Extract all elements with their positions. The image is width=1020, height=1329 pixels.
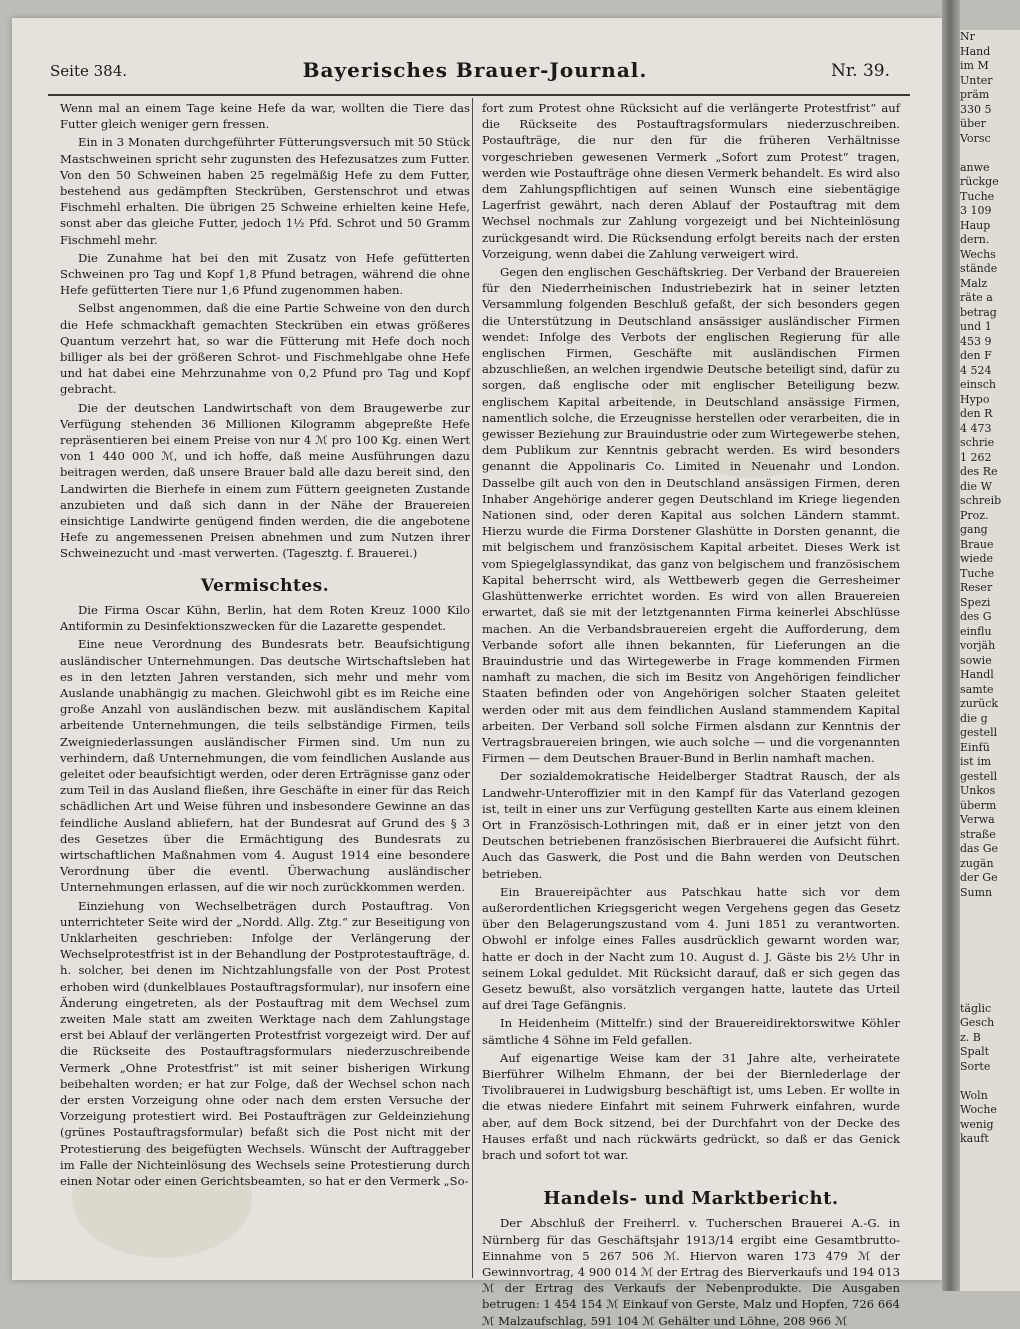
adjacent-page-text-fragment: täglic bbox=[960, 1001, 992, 1015]
adjacent-page-text-fragment bbox=[960, 929, 1020, 944]
article-paragraph: Die Zunahme hat bei den mit Zusatz von Hefe gefütterten Schweinen pro Tag und Kopf 1,8 Pfund betragen, während die ohne Hefe gefütterten Tiere nur 1,6 Pfund zugenommen haben. bbox=[60, 250, 470, 298]
market-report-paragraph: Der Abschluß der Freiherrl. v. Tucherschen Brauerei A.-G. in Nürnberg für das Geschäftsjahr 1913/14 ergibt eine Gesamtbrutto-Einnahme von 5 267 506 ℳ. Hiervon waren 173 479 ℳ der Gewinnvortrag, 4 900 014 ℳ der Ertrag des Bierverkaufs und 194 013 ℳ der Ertrag des Verkaufs der Nebenprodukte. Die Ausgaben betrugen: 1 454 154 ℳ Einkauf von Gerste, Malz und Hopfen, 726 664 ℳ Malzaufschlag, 591 104 ℳ Gehälter und Löhne, 208 966 ℳ bbox=[482, 1216, 900, 1328]
page-number: Seite 384. bbox=[50, 62, 128, 80]
adjacent-page-text-fragment: Malz bbox=[960, 276, 988, 290]
adjacent-page-text-fragment: 1 262 bbox=[960, 450, 992, 464]
adjacent-page-text-fragment: Spezi bbox=[960, 595, 991, 609]
journal-title: Bayerisches Brauer-Journal. bbox=[302, 58, 648, 82]
adjacent-page-text-fragment: 4 524 bbox=[960, 363, 992, 377]
adjacent-page-text-fragment: einflu bbox=[960, 624, 992, 638]
adjacent-page-text-fragment: die W bbox=[960, 479, 992, 493]
adjacent-page-text-fragment: Haup bbox=[960, 218, 991, 232]
adjacent-page-text-fragment: Sorte bbox=[960, 1059, 991, 1073]
adjacent-page-text-fragment: der Ge bbox=[960, 871, 998, 884]
adjacent-page-text-fragment: Unkos bbox=[960, 784, 996, 797]
adjacent-page-text-fragment bbox=[960, 900, 1020, 915]
adjacent-page-text-fragment: sowie bbox=[960, 653, 992, 667]
news-item: In Heidenheim (Mittelfr.) sind der Brauereidirektorswitwe Köhler sämtliche 4 Söhne im Feld gefallen. bbox=[482, 1016, 900, 1047]
column-divider bbox=[472, 98, 473, 1278]
adjacent-page-text-fragment bbox=[960, 915, 1020, 930]
adjacent-page-text-fragment: ist im bbox=[960, 755, 992, 768]
adjacent-page-text-fragment: Handl bbox=[960, 668, 994, 681]
adjacent-page-text-fragment: Unter bbox=[960, 73, 993, 87]
adjacent-page-text-fragment: dern. bbox=[960, 233, 990, 246]
adjacent-page-text-fragment bbox=[960, 1074, 1020, 1089]
adjacent-page-text-fragment: betrag bbox=[960, 305, 997, 319]
adjacent-page-text-fragment: zurück bbox=[960, 697, 999, 710]
adjacent-page-text-fragment: Einfü bbox=[960, 740, 990, 754]
adjacent-page-text-fragment: straße bbox=[960, 827, 996, 841]
adjacent-page-text-fragment: 453 9 bbox=[960, 334, 992, 348]
news-item: Der sozialdemokratische Heidelberger Stadtrat Rausch, der als Landwehr-Unteroffizier mit in den Kampf für das Vaterland gezogen ist, teilt in einer uns zur Verfügung gestellten Karte aus einem kleinen Ort in Französisch-Lothringen mit, daß er in einer jetzt von den Deutschen betriebenen französischen Bierbrauerei die Aufsicht führt. Auch das Gaswerk, die Post und die Bahn werden von Deutschen betrieben. bbox=[482, 769, 900, 881]
adjacent-page-text-fragment: den R bbox=[960, 407, 993, 420]
adjacent-page-text-fragment: überm bbox=[960, 798, 997, 812]
adjacent-page-text-fragment: des Re bbox=[960, 465, 998, 478]
news-item: Gegen den englischen Geschäftskrieg. Der Verband der Brauereien für den Niederrheinischen Industriebezirk hat in seiner letzten Versammlung folgenden Beschluß gefaßt, der sich besonders gegen die Unterstützung in Deutschland ansässiger ausländischer Firmen wendet: Infolge des Verbots der englischen Regierung für alle englischen Firmen, Geschäfte mit ausländischen Firmen abzuschließen, an welchen irgendwie Deutsche beteiligt sind, dafür zu sorgen, daß englische oder mit englischer Beteiligung bezw. englischem Kapital arbeitende, in Deutschland ansässige Firmen, namentlich solche, die Erzeugnisse herstellen oder verarbeiten, die in gewisser Beziehung zur Brauindustrie oder zum Wirtegewerbe stehen, dem Publikum zur Kenntnis gebracht werden. Es wird besonders genannt die Appolinaris Co. Limited in Neuenahr und London. Dasselbe gilt auch von den in Deutschland ansässigen Firmen, deren Inhaber Angehörige anderer gegen Deutschland im Kriege liegenden Nationen sind, oder deren Kapital aus solchen Ländern stammt. Hierzu wurde die Firma Dorstener Glashütte in Dorsten genannt, die mit belgischem und französischem Kapital arbeitet. Dieses Werk ist vom Spiegelglassyndikat, das ganz von belgischem und französischem Kapital beherrscht wird, als Wettbewerb gegen die Gerresheimer Glashüttenwerke errichtet worden. Es wird von allen Brauereien erwartet, daß sie mit der letztgenannten Firma keinerlei Abschlüsse machen. An die Verbandsbrauereien ergeht die Aufforderung, dem Verbande sofort alle ihnen bekannten, für Lieferungen an die Brauindustrie und das Wirtegewerbe in Frage kommenden Firmen namhaft zu machen, die sich im Besitz von Angehörigen feindlicher Staaten befinden oder von Angehörigen solcher Staaten geleitet werden oder mit aus dem feindlichen Ausland stammendem Kapital arbeiten. Der Verband soll solche Firmen alsdann zur Kenntnis der Vertragsbrauereien bringen, wie auch solche — und die vorgenannten Firmen — dem Deutschen Brauer-Bund in Berlin namhaft machen. bbox=[482, 265, 900, 766]
page-header bbox=[50, 58, 900, 88]
adjacent-page-text-fragment: des G bbox=[960, 610, 992, 623]
adjacent-page-text-fragment: Spalt bbox=[960, 1045, 990, 1058]
article-paragraph: Selbst angenommen, daß die eine Partie Schweine von den durch die Hefe schmackhaft gemachten Steckrüben ein etwas größeres Quantum verzehrt hat, so war die Fütterung mit Hefe doch noch billiger als bei der größeren Schrot- und Fischmehlgabe ohne Hefe und hat dabei eine Mehrzunahme von 0,2 Pfund pro Tag und Kopf gebracht. bbox=[60, 301, 470, 397]
adjacent-page-text-fragment: gang bbox=[960, 523, 988, 536]
adjacent-page-text-fragment: Hypo bbox=[960, 392, 990, 406]
news-item: Die Firma Oscar Kühn, Berlin, hat dem Roten Kreuz 1000 Kilo Antiformin zu Desinfektionszwecken für die Lazarette gespendet. bbox=[60, 602, 470, 634]
adjacent-page-text-fragment: wiede bbox=[960, 552, 993, 565]
adjacent-page-text-fragment: Hand bbox=[960, 44, 991, 58]
adjacent-page-text-fragment: Tuche bbox=[960, 189, 995, 203]
adjacent-page-text-fragment: und 1 bbox=[960, 320, 992, 333]
adjacent-page-text-fragment: rückge bbox=[960, 175, 999, 188]
adjacent-page-text-fragment: das Ge bbox=[960, 842, 999, 855]
issue-number: Nr. 39. bbox=[831, 61, 890, 81]
adjacent-page-text-fragment: über bbox=[960, 117, 986, 130]
adjacent-page-text-fragment bbox=[960, 987, 1020, 1002]
adjacent-page-text-fragment: einsch bbox=[960, 378, 997, 391]
section-heading-handelsbericht: Handels- und Marktbericht. bbox=[543, 1188, 839, 1210]
adjacent-page-text-fragment: z. B bbox=[960, 1030, 981, 1044]
adjacent-page-text-fragment: Verwa bbox=[960, 813, 995, 826]
adjacent-page-text-fragment: schrie bbox=[960, 436, 995, 449]
adjacent-page-text-fragment: Woln bbox=[960, 1088, 988, 1102]
adjacent-page-text-fragment: Wechs bbox=[960, 247, 996, 261]
adjacent-page-text-fragment: räte a bbox=[960, 291, 993, 304]
adjacent-page-text-fragment: stände bbox=[960, 262, 998, 275]
binding-gutter bbox=[942, 0, 960, 1291]
adjacent-page-text-fragment: 4 473 bbox=[960, 421, 992, 435]
adjacent-page-text-fragment: wenig bbox=[960, 1117, 994, 1131]
news-item: Auf eigenartige Weise kam der 31 Jahre alte, verheiratete Bierführer Wilhelm Ehmann, der bei der Biernlederlage der Tivolibrauerei in Ludwigsburg beschäftigt ist, ums Leben. Er wollte in die etwas niedere Einfahrt mit seinem Fuhrwerk einfahren, wurde aber, auf dem Bock sitzend, bei der Durchfahrt von der Decke des Hauses erfaßt und nach rückwärts gedrückt, so daß er das Genick brach und sofort tot war. bbox=[482, 1050, 900, 1162]
adjacent-page-text-fragment: vorjäh bbox=[960, 639, 996, 652]
article-paragraph: Ein in 3 Monaten durchgeführter Fütterungsversuch mit 50 Stück Mastschweinen spricht sehr zugunsten des Hefezusatzes zum Futter. Von den 50 Schweinen haben 25 regelmäßig Hefe zu dem Futter, bestehend aus gedämpften Steckrüben, Gerstenschrot und etwas Fischmehl erhalten. Die übrigen 25 Schweine erhielten keine Hefe, sonst aber das gleiche Futter, jedoch 1½ Pfd. Schrot und 50 Gramm Fischmehl mehr. bbox=[60, 135, 470, 247]
adjacent-page-text-fragment: samte bbox=[960, 682, 994, 696]
adjacent-page-text-fragment: die g bbox=[960, 711, 988, 725]
adjacent-page-text-fragment: Sumn bbox=[960, 885, 993, 899]
adjacent-page-text-fragment: anwe bbox=[960, 160, 990, 174]
header-rule bbox=[48, 94, 910, 96]
adjacent-page-text-fragment: schreib bbox=[960, 494, 1002, 507]
section-heading-vermischtes: Vermischtes. bbox=[200, 575, 330, 596]
adjacent-page-text-fragment: Reser bbox=[960, 581, 993, 594]
adjacent-page-text-fragment: Proz. bbox=[960, 508, 989, 522]
news-item: Eine neue Verordnung des Bundesrats betr. Beaufsichtigung ausländischer Unternehmungen. Das deutsche Wirtschaftsleben hat es in den letzten Jahren verstanden, sich mehr und mehr vom Auslande unabhängig zu machen. Gleichwohl gibt es im Reiche eine große Anzahl von ausländischen bezw. mit ausländischem Kapital arbeitende Unternehmungen, die teils selbständige Firmen, teils Zweigniederlassungen ausländischer Firmen sind. Um nun zu verhindern, daß Unternehmungen, die vom feindlichen Auslande aus geleitet oder beaufsichtigt werden, oder deren Erträgnisse ganz oder zum Teil in das Ausland fließen, ihre Geschäfte in einer für das Reich schädlichen Art und Weise führen und insbesondere Gewinne an das feindliche Ausland abliefern, hat der Bundesrat auf Grund des § 3 des Gesetzes über die Ermächtigung des Bundesrats zu wirtschaftlichen Maßnahmen vom 4. August 1914 eine besondere Verordnung über die eventl. Überwachung ausländischer Unternehmungen erlassen, auf die wir noch zurückkommen werden. bbox=[60, 637, 470, 895]
article-paragraph: Die der deutschen Landwirtschaft von dem Braugewerbe zur Verfügung stehenden 36 Millionen Kilogramm abgepreßte Hefe repräsentieren bei einem Preise von nur 4 ℳ pro 100 Kg. einen Wert von 1 440 000 ℳ, und ich hoffe, daß meine Ausführungen dazu beitragen werden, daß unsere Brauer bald alle dazu bereit sind, den Landwirten die Bierhefe in einem zum Füttern geeigneten Zustande anzubieten und daß sich dann in der Nähe der Brauereien einsichtige Landwirte genügend finden werden, die die angebotene Hefe zu angemessenen Preisen abnehmen und zum Nutzen ihrer Schweinezucht und -mast verwerten. (Tagesztg. f. Brauerei.) bbox=[60, 400, 470, 561]
adjacent-page-text-fragment bbox=[960, 958, 1020, 973]
adjacent-page-text-fragment: gestell bbox=[960, 769, 998, 783]
adjacent-page-text-fragment: den F bbox=[960, 349, 992, 362]
adjacent-page-text-fragment: zugän bbox=[960, 856, 994, 870]
adjacent-page-text-fragment: Nr bbox=[960, 30, 975, 43]
adjacent-page-text-fragment: Braue bbox=[960, 537, 994, 551]
adjacent-page-text-fragment bbox=[960, 944, 1020, 959]
adjacent-page-text-fragment: kauft bbox=[960, 1132, 989, 1145]
news-item: Einziehung von Wechselbeträgen durch Postauftrag. Von unterrichteter Seite wird der „Nordd. Allg. Ztg.“ zur Beseitigung von Unklarheiten geschrieben: Infolge der Verlängerung der Wechselprotestfrist ist in der Behandlung der Postprotestaufträge, d. h. solcher, bei denen im Nichtzahlungsfalle von der Post Protest erhoben wird (dunkelblaues Postauftragsformular), nur insofern eine Änderung eingetreten, als der Postauftrag mit dem Wechsel zum zweiten Male statt am zweiten Werktage nach dem Zahlungstage erst bei Ablauf der verlängerten Protestfrist vorgezeigt wird. Der auf die Rückseite des Postauftragsformulars niederzuschreibende Vermerk „Ohne Protestfrist“ ist mit seiner bisherigen Wirkung beibehalten worden; er hat zur Folge, daß der Wechsel schon nach der ersten Vorzeigung ohne oder nach dem ersten Versuche der Vorzeigung protestiert wird. Bei Postaufträgen zur Geldeinziehung (grünes Postauftragsformular) befaßt sich die Post nicht mit der Protestierung des beigefügten Wechsels. Wünscht der Auftraggeber im Falle der Nichteinlösung des Wechsels seine Protestierung durch einen Notar oder einen Gerichtsbeamten, so hat er den Vermerk „So- bbox=[60, 898, 470, 1188]
adjacent-page-text-fragment: Vorsc bbox=[960, 131, 991, 145]
adjacent-page-text-fragment: Gesch bbox=[960, 1016, 995, 1029]
adjacent-page-text-fragment: 330 5 bbox=[960, 102, 992, 116]
adjacent-page-text-fragment bbox=[960, 146, 1020, 161]
right-column bbox=[482, 100, 900, 1329]
adjacent-page-edge bbox=[960, 30, 1020, 1291]
left-column bbox=[60, 100, 470, 1189]
adjacent-page-text-fragment: gestell bbox=[960, 726, 998, 739]
adjacent-page-text-fragment: präm bbox=[960, 88, 990, 101]
adjacent-page-text-fragment: im M bbox=[960, 59, 989, 72]
adjacent-page-text-fragment: 3 109 bbox=[960, 204, 992, 217]
adjacent-page-text-fragment bbox=[960, 973, 1020, 988]
article-paragraph: Wenn mal an einem Tage keine Hefe da war, wollten die Tiere das Futter gleich weniger gern fressen. bbox=[60, 101, 470, 132]
news-item-continuation: fort zum Protest ohne Rücksicht auf die verlängerte Protestfrist“ auf die Rückseite des Postauftragsformulars niederzuschreiben. Postaufträge, die nur den für die früheren Verhältnisse vorgeschrieben gewesenen Vermerk „Sofort zum Protest“ tragen, werden wie Postaufträge ohne diesen Vermerk behandelt. Es wird also dem Zahlungspflichtigen auf seinen Wunsch eine siebentägige Lagerfrist gewährt, nach deren Ablauf der Postauftrag mit dem Wechsel nochmals zur Zahlung vorgezeigt und bei Nichteinlösung zurückgesandt wird. Die Rücksendung erfolgt bereits nach der ersten Vorzeigung, wenn dabei die Zahlung verweigert wird. bbox=[482, 101, 900, 261]
adjacent-page-text-fragment: Tuche bbox=[960, 566, 995, 580]
adjacent-page-text-fragment: Woche bbox=[960, 1103, 997, 1116]
news-item: Ein Brauereipächter aus Patschkau hatte sich vor dem außerordentlichen Kriegsgericht wegen Vergehens gegen das Gesetz über den Belagerungszustand vom 4. Juni 1851 zu verantworten. Obwohl er infolge eines Falles ausdrücklich gewarnt worden war, hatte er doch in der Nacht zum 10. August d. J. Gäste bis 2½ Uhr in seinem Lokal geduldet. Mit Rücksicht darauf, daß er sich gegen das Gesetz bewußt, also vorsätzlich vergangen hatte, lautete das Urteil auf drei Tage Gefängnis. bbox=[482, 884, 900, 1013]
